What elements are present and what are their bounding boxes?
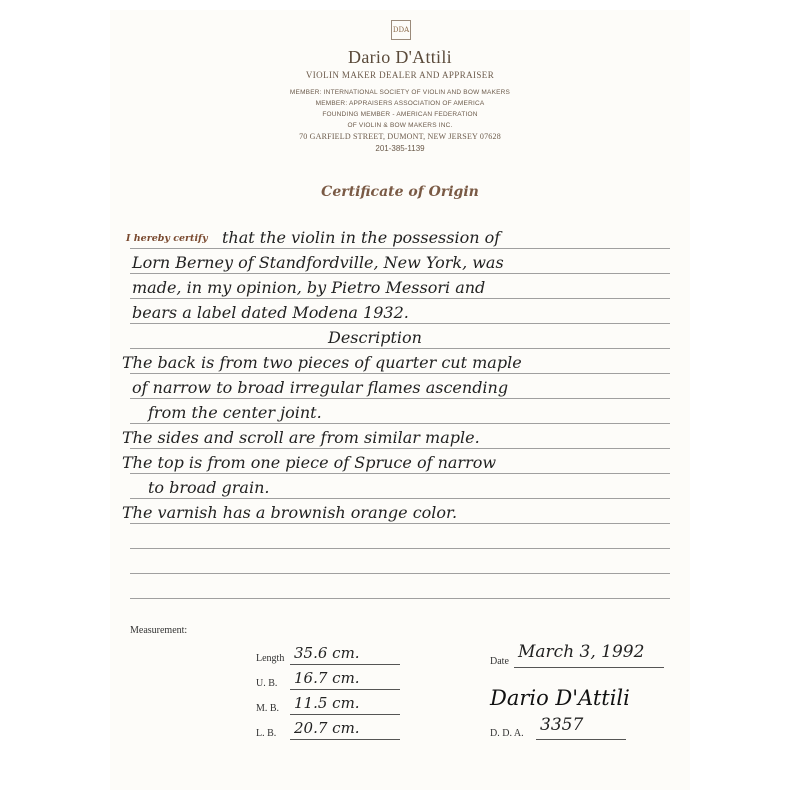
lb-line [290,739,400,740]
ruled-line [130,348,670,349]
measurement-heading: Measurement: [130,625,188,636]
lb-value: 20.7 cm. [294,719,360,737]
length-value: 35.6 cm. [294,644,360,662]
description-heading: Description [328,328,422,347]
ruled-line [130,423,670,424]
length-line [290,664,400,665]
ub-value: 16.7 cm. [294,669,360,687]
letterhead-phone: 201-385-1139 [375,144,425,153]
ruled-line [130,498,670,499]
dda-label: D. D. A. [490,728,524,739]
handwritten-line: from the center joint. [148,403,322,422]
ruled-line [130,273,670,274]
mb-line [290,714,400,715]
ruled-line [130,398,670,399]
letterhead-address: 70 GARFIELD STREET, DUMONT, NEW JERSEY 07628 [299,132,501,141]
monogram-logo: DDA [391,20,411,40]
handwritten-line: The top is from one piece of Spruce of narrow [122,453,497,472]
certify-lead-text: I hereby certify [126,233,208,244]
handwritten-line: Lorn Berney of Standfordville, New York, was [132,253,504,272]
certificate-page [110,10,690,790]
dda-value: 3357 [540,715,584,735]
signature: Dario D'Attili [490,686,630,710]
ruled-line [130,248,670,249]
letterhead-line: OF VIOLIN & BOW MAKERS INC. [347,122,453,129]
certificate-title: Certificate of Origin [321,184,479,200]
handwritten-line: The varnish has a brownish orange color. [122,503,458,522]
handwritten-line: that the violin in the possession of [222,228,501,247]
ruled-line [130,323,670,324]
mb-label: M. B. [256,703,280,714]
ruled-line [130,598,670,599]
mb-value: 11.5 cm. [294,694,360,712]
handwritten-line: of narrow to broad irregular flames ascending [132,378,509,397]
letterhead-line: MEMBER: INTERNATIONAL SOCIETY OF VIOLIN AND BOW MAKERS [289,89,511,96]
ruled-line [130,373,670,374]
ruled-line [130,298,670,299]
letterhead-line: MEMBER: APPRAISERS ASSOCIATION OF AMERICA [315,100,485,107]
letterhead-name: Dario D'Attili [348,47,452,67]
ruled-line [130,473,670,474]
ruled-line [130,548,670,549]
letterhead-title: VIOLIN MAKER DEALER AND APPRAISER [305,70,495,80]
ruled-line [130,523,670,524]
handwritten-line: bears a label dated Modena 1932. [132,303,409,322]
lb-label: L. B. [256,728,277,739]
length-label: Length [256,653,285,664]
handwritten-line: The back is from two pieces of quarter cut maple [122,353,522,372]
handwritten-line: The sides and scroll are from similar maple. [122,428,480,447]
date-label: Date [490,656,509,667]
ruled-line [130,448,670,449]
letterhead-line: FOUNDING MEMBER - AMERICAN FEDERATION [322,111,478,118]
handwritten-line: to broad grain. [148,478,270,497]
dda-line [536,739,626,740]
ub-line [290,689,400,690]
date-value: March 3, 1992 [518,642,645,662]
date-line [514,667,664,668]
ruled-line [130,573,670,574]
handwritten-line: made, in my opinion, by Pietro Messori and [132,278,486,297]
ub-label: U. B. [256,678,278,689]
